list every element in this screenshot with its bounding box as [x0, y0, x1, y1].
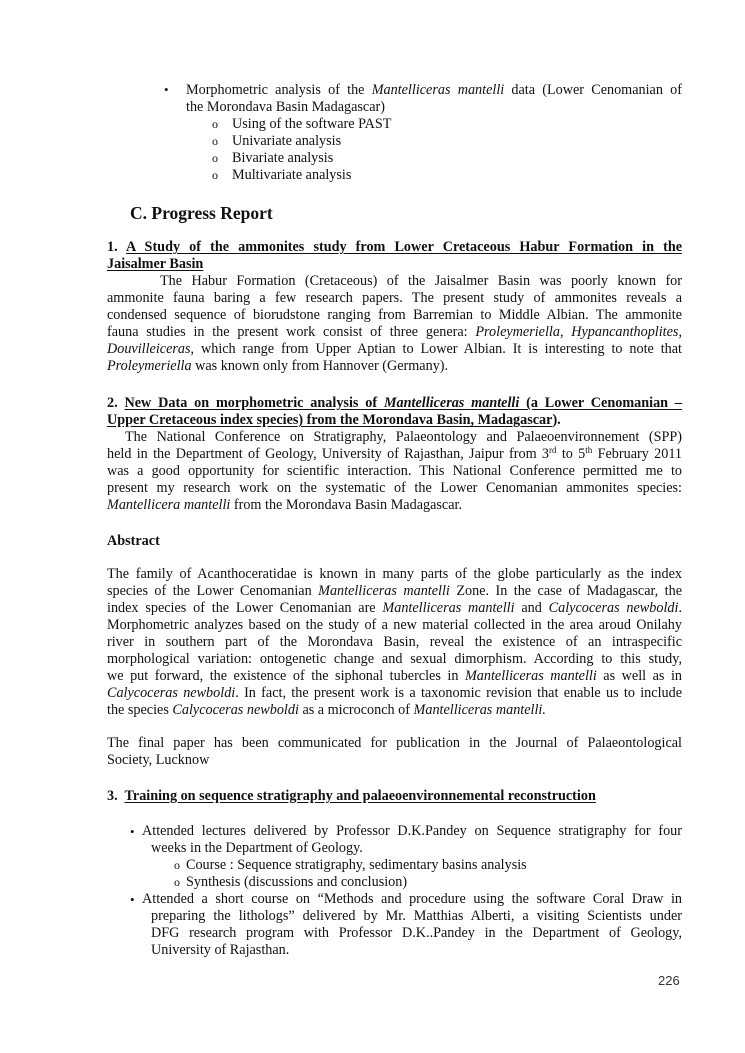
bullet-icon: • — [164, 82, 169, 97]
item1-body-line: fauna studies in the present work consist of three genera: Proleymeriella, Hypancanthoplites, — [107, 324, 682, 340]
item3-title: 3. Training on sequence stratigraphy and palaeoenvironnemental reconstruction — [107, 788, 596, 804]
sub-item: Using of the software PAST — [232, 116, 392, 132]
item2-body-line: Mantellicera mantelli from the Morondava Basin Madagascar. — [107, 497, 462, 513]
sub-item: Multivariate analysis — [232, 167, 352, 183]
abstract-line: Morphometric analyzes based on the study of a new material collected in the area aroud Onilahy — [107, 617, 682, 633]
abstract-line: index species of the Lower Cenomanian are Mantelliceras mantelli and Calycoceras newboldi. — [107, 600, 682, 616]
item3-bullet1-line: Attended lectures delivered by Professor D.K.Pandey on Sequence stratigraphy for four — [142, 823, 682, 839]
circle-bullet-icon: o — [212, 134, 218, 148]
circle-bullet-icon: o — [212, 151, 218, 165]
item1-body-line: The Habur Formation (Cretaceous) of the Jaisalmer Basin was poorly known for — [160, 273, 682, 289]
abstract-line: river in southern part of the Morondava Basin, reveal the existence of an intraspecific — [107, 634, 682, 650]
bullet-icon: • — [130, 824, 135, 839]
circle-bullet-icon: o — [212, 168, 218, 182]
sub-item: Bivariate analysis — [232, 150, 334, 166]
item2-body-line: held in the Department of Geology, University of Rajasthan, Jaipur from 3rd to 5th February 2011 — [107, 445, 682, 462]
item2-title-line1: 2. New Data on morphometric analysis of Mantelliceras mantelli (a Lower Cenomanian – — [107, 395, 683, 411]
circle-bullet-icon: o — [174, 875, 180, 889]
item3-bullet1-line: weeks in the Department of Geology. — [151, 840, 363, 856]
sub-item: Univariate analysis — [232, 133, 342, 149]
final-paper-line: The final paper has been communicated for publication in the Journal of Palaeontological — [107, 735, 682, 751]
item1-title-line1: 1. A Study of the ammonites study from Lower Cretaceous Habur Formation in the — [107, 239, 683, 255]
circle-bullet-icon: o — [174, 858, 180, 872]
abstract-line: The family of Acanthoceratidae is known in many parts of the globe particularly as the index — [107, 566, 682, 582]
item3-bullet2-line: DFG research program with Professor D.K..Pandey in the Department of Geology, — [151, 925, 682, 941]
item1-title-line2: Jaisalmer Basin — [107, 256, 204, 272]
top-bullet-line2: the Morondava Basin Madagascar) — [186, 99, 385, 115]
abstract-line: morphological variation: ontogenetic change and sexual dimorphism. According to this study, — [107, 651, 682, 667]
abstract-heading: Abstract — [107, 533, 160, 549]
abstract-line: Calycoceras newboldi. In fact, the present work is a taxonomic revision that enable us to include — [107, 685, 682, 701]
item1-body-line: ammonite fauna baring a few research papers. The present study of ammonites reveals a — [107, 290, 682, 306]
circle-bullet-icon: o — [212, 117, 218, 131]
item2-body-line: was a good opportunity for scientific interaction. This National Conference permitted me to — [107, 463, 682, 479]
top-bullet-line1: Morphometric analysis of the Mantelliceras mantelli data (Lower Cenomanian of — [186, 82, 682, 98]
item1-body-line: condensed sequence of biorudstone ranging from Barremian to Middle Albian. The ammonite — [107, 307, 682, 323]
bullet-icon: • — [130, 892, 135, 907]
item1-body-line: Proleymeriella was known only from Hannover (Germany). — [107, 358, 449, 374]
abstract-line: the species Calycoceras newboldi as a microconch of Mantelliceras mantelli. — [107, 702, 546, 718]
item2-body-line: present my research work on the systematic of the Lower Cenomanian ammonites species: — [107, 480, 682, 496]
sub-item: Synthesis (discussions and conclusion) — [186, 874, 408, 890]
page-number: 226 — [658, 973, 680, 988]
item3-bullet2-line: Attended a short course on “Methods and procedure using the software Coral Draw in — [142, 891, 682, 907]
abstract-line: we put forward, the existence of the siphonal tubercles in Mantelliceras mantelli as well as in — [107, 668, 682, 684]
section-heading: C. Progress Report — [130, 203, 273, 223]
abstract-line: species of the Lower Cenomanian Mantelliceras mantelli Zone. In the case of Madagascar, the — [107, 583, 682, 599]
item3-bullet2-line: preparing the lithologs” delivered by Mr. Matthias Alberti, a visiting Scientists under — [151, 908, 682, 924]
item2-body-line: The National Conference on Stratigraphy, Palaeontology and Palaeoenvironnement (SPP) — [125, 429, 682, 445]
sub-item: Course : Sequence stratigraphy, sedimentary basins analysis — [186, 857, 527, 873]
item3-bullet2-line: University of Rajasthan. — [151, 942, 290, 958]
final-paper-line: Society, Lucknow — [107, 752, 210, 768]
item2-title-line2: Upper Cretaceous index species) from the Morondava Basin, Madagascar). — [107, 412, 561, 428]
item1-body-line: Douvilleiceras, which range from Upper Aptian to Lower Albian. It is interesting to note that — [107, 341, 682, 357]
